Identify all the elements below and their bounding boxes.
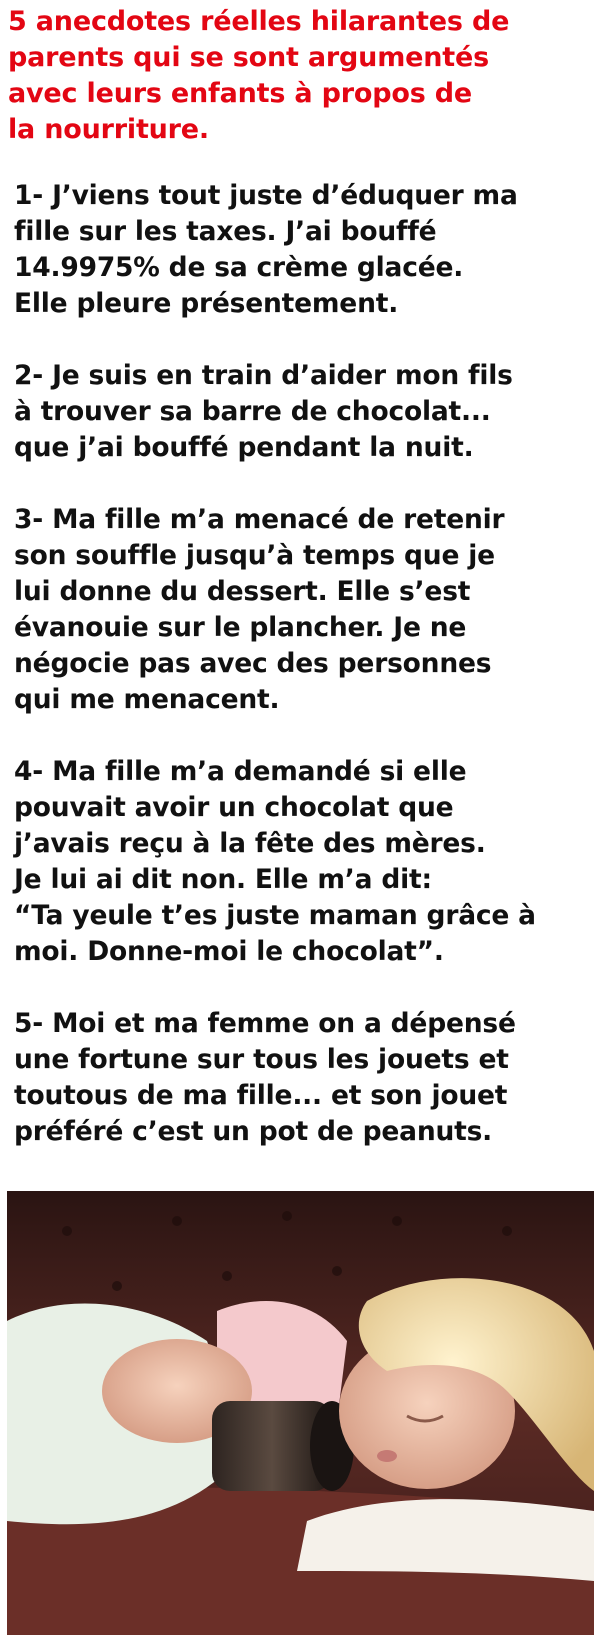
child-mouth	[377, 1450, 397, 1462]
anecdote-1: 1- J’viens tout juste d’éduquer ma fille sur les taxes. J’ai bouffé 14.9975% de sa crème glacée. Elle pleure présentement.	[14, 180, 518, 319]
anecdote-list	[14, 178, 600, 1186]
page-title: 5 anecdotes réelles hilarantes de parents qui se sont argumentés avec leurs enfants à propos de la nourriture.	[8, 6, 510, 145]
anecdote-3: 3- Ma fille m’a menacé de retenir son souffle jusqu’à temps que je lui donne du dessert. Elle s’est évanouie sur le plancher. Je ne négocie pas avec des personnes qui me menacent.	[14, 504, 505, 715]
anecdote-5: 5- Moi et ma femme on a dépensé une fortune sur tous les jouets et toutous de ma fille... et son jouet préféré c’est un pot de peanuts.	[14, 1008, 516, 1147]
photo-illustration	[7, 1191, 594, 1635]
pillow	[297, 1499, 594, 1581]
anecdote-2: 2- Je suis en train d’aider mon fils à trouver sa barre de chocolat... que j’ai bouffé pendant la nuit.	[14, 360, 513, 463]
photo-sleeping-child-with-peanut-jar	[7, 1191, 594, 1635]
anecdote-4: 4- Ma fille m’a demandé si elle pouvait avoir un chocolat que j’avais reçu à la fête des mères. Je lui ai dit non. Elle m’a dit: “Ta yeule t’es juste maman grâce à moi. Donne-moi le chocolat”.	[14, 756, 536, 967]
